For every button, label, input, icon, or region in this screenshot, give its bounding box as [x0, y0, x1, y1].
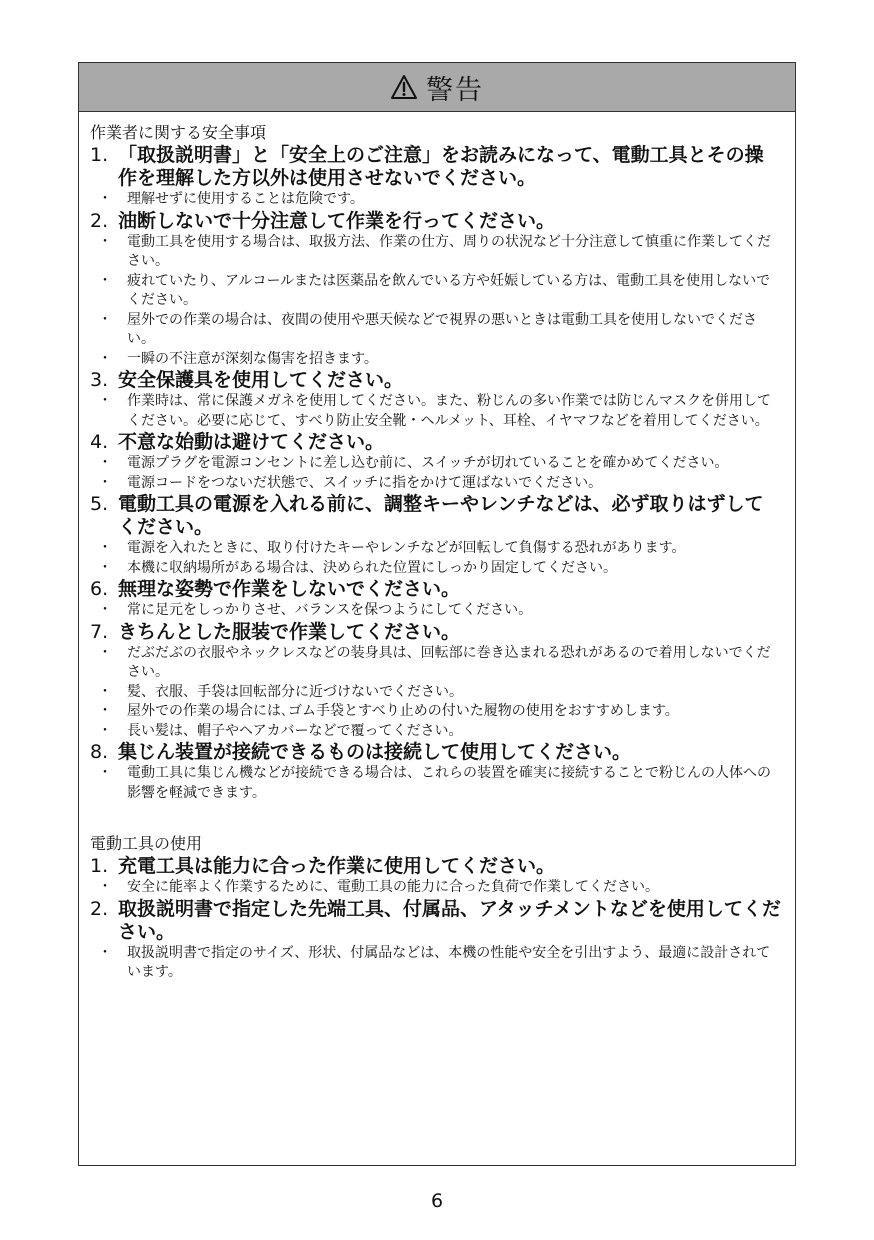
bullet-text: 屋外での作業の場合には､ゴム手袋とすべり止めの付いた履物の使用をおすすめします。: [127, 703, 679, 719]
bullet-list: [90, 944, 781, 983]
item-heading-text: 集じん装置が接続できるものは接続して使用してください。: [118, 741, 632, 763]
item-number: 2.: [90, 209, 109, 232]
bullet-text: だぶだぶの衣服やネックレスなどの装身具は、回転部に巻き込まれる恐れがあるので着用しないでください。: [127, 644, 771, 680]
warning-triangle-icon: [390, 74, 418, 100]
bullet-text: 安全に能率よく作業するために、電動工具の能力に合った負荷で作業してください。: [127, 879, 659, 895]
bullet-dot-icon: ・: [98, 233, 112, 250]
bullet-item: [90, 702, 781, 722]
item-number: 8.: [90, 741, 109, 763]
bullet-dot-icon: ・: [98, 350, 112, 367]
bullet-dot-icon: ・: [98, 540, 112, 556]
item-heading-text: 無理な姿勢で作業をしないでください。: [118, 578, 461, 600]
bullet-dot-icon: ・: [98, 879, 112, 895]
bullet-text: 取扱説明書で指定のサイズ、形状、付属品などは、本機の性能や安全を引出すよう、最適に設計されています。: [127, 944, 771, 980]
item-heading: [90, 898, 781, 944]
warning-title: 警告: [426, 74, 484, 106]
bullet-list: [90, 233, 781, 370]
item-heading: [90, 493, 781, 539]
bullet-dot-icon: ・: [98, 944, 112, 961]
bullet-item: [90, 722, 781, 742]
item-number: 6.: [90, 578, 109, 600]
item-heading: [90, 741, 781, 764]
bullet-item: [90, 683, 781, 703]
item-heading: [90, 210, 781, 233]
bullet-text: 作業時は、常に保護メガネを使用してください。また、粉じんの多い作業では防じんマスクを併用してください。必要に応じて、すべり防止安全靴・ヘルメット、耳栓、イヤマフなどを着用してください。: [127, 393, 771, 429]
item-number: 3.: [90, 369, 109, 391]
bullet-text: 一瞬の不注意が深刻な傷害を招きます。: [127, 350, 378, 367]
item-heading-text: 取扱説明書で指定した先端工具、付属品、アタッチメントなどを使用してください。: [118, 897, 781, 943]
bullet-text: 常に足元をしっかりさせ、バランスを保つようにしてください。: [127, 602, 533, 618]
item-number: 2.: [90, 897, 109, 920]
bullet-dot-icon: ・: [98, 703, 112, 719]
bullet-item: [90, 190, 781, 210]
bullet-text: 電動工具に集じん機などが接続できる場合は、これらの装置を確実に接続することで粉じんの人体への影響を軽減できます。: [127, 765, 771, 801]
bullet-text: 本機に収納場所がある場合は、決められた位置にしっかり固定してください。: [127, 559, 617, 576]
bullet-item: [90, 539, 781, 559]
item-heading: [90, 578, 781, 601]
item-heading-text: 安全保護具を使用してください。: [118, 369, 404, 391]
section-title: 電動工具の使用: [90, 834, 203, 853]
bullet-list: [90, 190, 781, 210]
bullet-dot-icon: ・: [98, 602, 112, 618]
bullet-text: 長い髪は、帽子やヘアカバーなどで覆ってください。: [127, 722, 463, 739]
warning-box: [78, 62, 796, 1166]
bullet-dot-icon: ・: [98, 722, 112, 739]
bullet-dot-icon: ・: [98, 644, 112, 661]
bullet-item: [90, 474, 781, 494]
item-heading: [90, 621, 781, 644]
bullet-dot-icon: ・: [98, 559, 112, 576]
item-heading-text: 「取扱説明書」と「安全上のご注意」をお読みになって、電動工具とその操作を理解した方以外は使用させないでください。: [118, 144, 764, 189]
item-number: 4.: [90, 431, 109, 453]
bullet-item: [90, 350, 781, 370]
bullet-dot-icon: ・: [98, 474, 112, 491]
bullet-item: [90, 878, 781, 898]
item-number: 1.: [90, 855, 109, 877]
bullet-item: [90, 311, 781, 350]
bullet-dot-icon: ・: [98, 191, 112, 207]
bullet-list: [90, 539, 781, 578]
item-heading-text: 電動工具の電源を入れる前に、調整キーやレンチなどは、必ず取りはずしてください。: [118, 493, 764, 538]
item-heading: [90, 431, 781, 454]
item-heading: [90, 369, 781, 392]
item-heading-text: 油断しないで十分注意して作業を行ってください。: [118, 209, 556, 232]
bullet-text: 屋外での作業の場合は、夜間の使用や悪天候などで視界の悪いときは電動工具を使用しないでください。: [127, 311, 757, 347]
page-number: 6: [430, 1190, 444, 1212]
bullet-dot-icon: ・: [98, 765, 112, 781]
bullet-text: 髪、衣服、手袋は回転部分に近づけないでください。: [127, 683, 463, 700]
bullet-dot-icon: ・: [98, 272, 112, 289]
warning-header: [79, 63, 795, 112]
bullet-dot-icon: ・: [98, 455, 112, 471]
item-number: 1.: [90, 144, 109, 166]
item-heading: [90, 855, 781, 878]
bullet-text: 理解せずに使用することは危険です。: [127, 191, 364, 207]
item-heading-text: 不意な始動は避けてください。: [118, 431, 385, 453]
bullet-list: [90, 601, 781, 621]
item-heading-text: きちんとした服装で作業してください。: [118, 620, 461, 643]
section-title: 作業者に関する安全事項: [90, 123, 267, 142]
bullet-list: [90, 644, 781, 742]
bullet-dot-icon: ・: [98, 393, 112, 409]
warning-content: [79, 112, 795, 983]
bullet-list: [90, 454, 781, 493]
bullet-text: 電動工具を使用する場合は、取扱方法、作業の仕方、周りの状況など十分注意して慎重に作業してください。: [127, 233, 771, 269]
bullet-item: [90, 644, 781, 683]
bullet-dot-icon: ・: [98, 311, 112, 328]
item-number: 5.: [90, 493, 109, 515]
bullet-item: [90, 392, 781, 431]
item-heading: [90, 144, 781, 190]
bullet-list: [90, 392, 781, 431]
bullet-item: [90, 233, 781, 272]
bullet-item: [90, 764, 781, 803]
item-heading-text: 充電工具は能力に合った作業に使用してください。: [118, 855, 556, 877]
bullet-list: [90, 764, 781, 803]
bullet-item: [90, 559, 781, 579]
bullet-dot-icon: ・: [98, 683, 112, 700]
item-number: 7.: [90, 620, 109, 643]
bullet-text: 電源コードをつないだ状態で、スイッチに指をかけて運ばないでください。: [127, 474, 603, 491]
bullet-text: 電源プラグを電源コンセントに差し込む前に、スイッチが切れていることを確かめてください。: [127, 455, 729, 471]
bullet-item: [90, 944, 781, 983]
bullet-list: [90, 878, 781, 898]
bullet-item: [90, 272, 781, 311]
section-gap: [90, 803, 781, 833]
bullet-item: [90, 454, 781, 474]
bullet-text: 疲れていたり、アルコールまたは医薬品を飲んでいる方や妊娠している方は、電動工具を使用しないでください。: [127, 272, 771, 308]
bullet-text: 電源を入れたときに、取り付けたキーやレンチなどが回転して負傷する恐れがあります。: [127, 540, 686, 556]
bullet-item: [90, 601, 781, 621]
